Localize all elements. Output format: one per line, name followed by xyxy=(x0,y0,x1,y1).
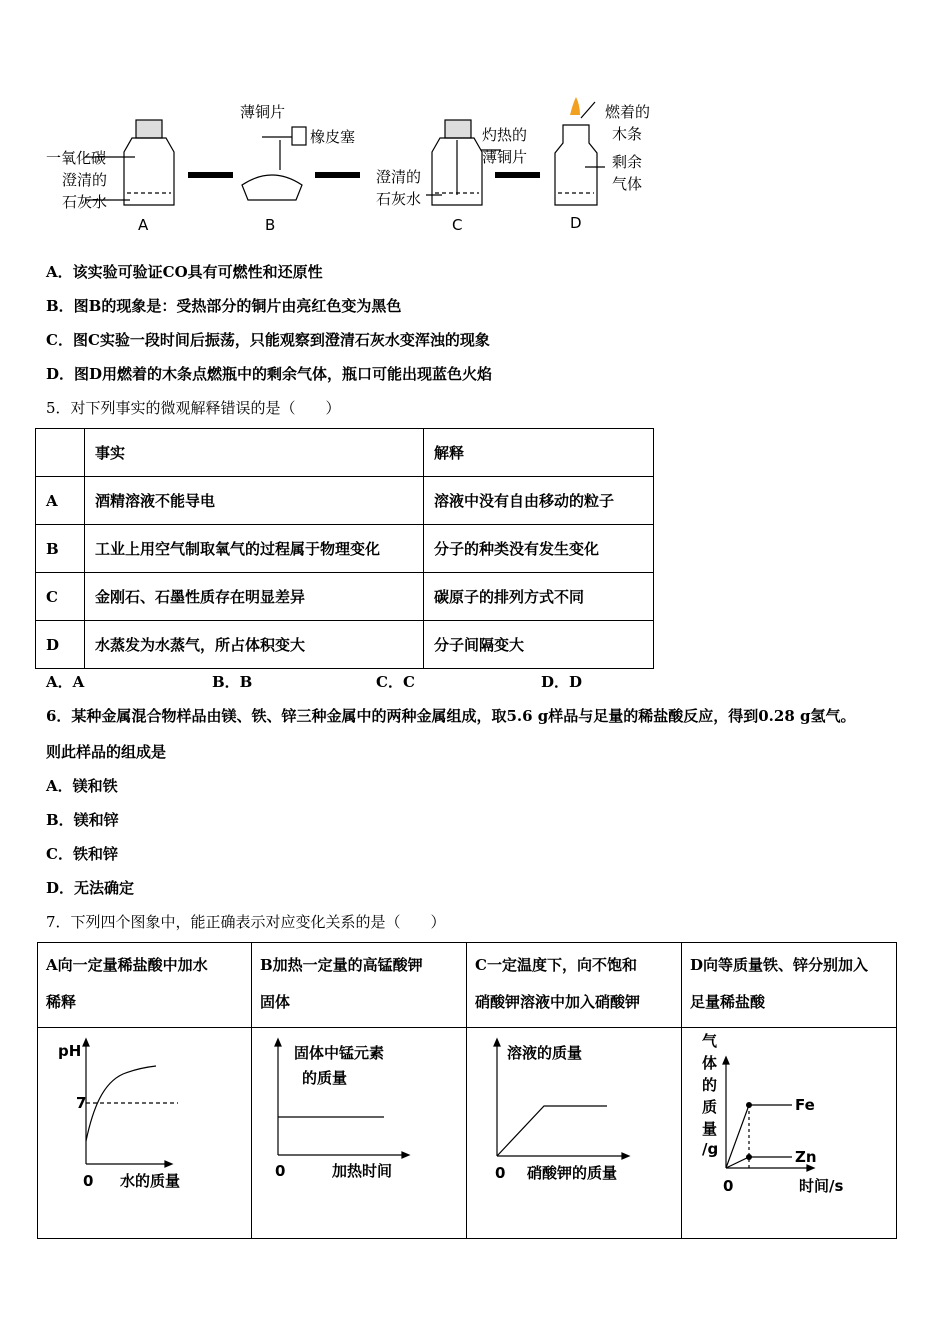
q5-answer-a: A．A xyxy=(46,673,85,691)
header-c xyxy=(467,943,682,1028)
q5-answer-c: C．C xyxy=(376,673,415,691)
axis-label-gas-mass: 量 xyxy=(702,1120,718,1138)
header-fact: 事实 xyxy=(85,429,424,477)
label-d: D xyxy=(570,214,582,232)
header-b-line2: 固体 xyxy=(260,993,291,1011)
header-d-line2: 足量稀盐酸 xyxy=(690,993,766,1011)
q5-answer-d: D．D xyxy=(541,673,583,691)
q7-table xyxy=(37,942,897,1239)
cell: 酒精溶液不能导电 xyxy=(85,477,424,525)
series-label-fe: Fe xyxy=(795,1096,815,1114)
label-burning-stick2: 木条 xyxy=(612,125,643,143)
axis-label-gas-mass: 气 xyxy=(702,1032,718,1050)
cell: 分子的种类没有发生变化 xyxy=(424,525,654,573)
table-row xyxy=(36,477,654,525)
header-explanation: 解释 xyxy=(424,429,654,477)
q6-option-b: B．镁和锌 xyxy=(46,811,119,829)
label-b: B xyxy=(265,216,276,234)
series-label-zn: Zn xyxy=(795,1148,817,1166)
label-co: 一氧化碳 xyxy=(46,149,107,167)
header-a xyxy=(38,943,252,1028)
label-lime-water-a: 澄清的 xyxy=(62,171,108,189)
q6-question-line1: 6．某种金属混合物样品由镁、铁、锌三种金属中的两种金属组成，取5.6 g样品与足量的稀盐酸反应，得到0.28 g氢气。 xyxy=(46,707,856,725)
label-lime-water-a2: 石灰水 xyxy=(62,193,108,211)
axis-label-water-mass: 水的质量 xyxy=(120,1172,181,1190)
graph-b xyxy=(252,1028,466,1224)
cell: 工业上用空气制取氧气的过程属于物理变化 xyxy=(85,525,424,573)
table-row xyxy=(36,525,654,573)
header-d-line1: D向等质量铁、锌分别加入 xyxy=(690,956,869,974)
graph-a-cell xyxy=(38,1028,252,1239)
header-b xyxy=(252,943,467,1028)
label-stopper: 橡皮塞 xyxy=(310,128,356,146)
header-cell xyxy=(36,429,85,477)
graph-row xyxy=(38,1028,897,1239)
axis-label-gas-mass: 的 xyxy=(702,1076,718,1094)
axis-label-time: 时间/s xyxy=(799,1177,844,1195)
header-a-line1: A向一定量稀盐酸中加水 xyxy=(46,956,208,974)
table-row xyxy=(36,621,654,669)
graph-c xyxy=(467,1028,681,1224)
q4-option-b: B．图B的现象是：受热部分的铜片由亮红色变为黑色 xyxy=(46,297,402,315)
label-lime-water-c2: 石灰水 xyxy=(376,190,422,208)
q4-option-c: C．图C实验一段时间后振荡，只能观察到澄清石灰水变浑浊的现象 xyxy=(46,331,490,349)
graph-c-cell xyxy=(467,1028,682,1239)
cell: 金刚石、石墨性质存在明显差异 xyxy=(85,573,424,621)
header-a-line2: 稀释 xyxy=(46,993,77,1011)
origin-label: 0 xyxy=(83,1172,94,1190)
q7-question: 7．下列四个图象中，能正确表示对应变化关系的是（ ） xyxy=(46,913,446,931)
cell: 水蒸发为水蒸气，所占体积变大 xyxy=(85,621,424,669)
axis-label-heating-time: 加热时间 xyxy=(332,1162,393,1180)
origin-label: 0 xyxy=(723,1177,734,1195)
origin-label: 0 xyxy=(275,1162,286,1180)
q5-answer-b: B．B xyxy=(212,673,253,691)
q4-option-a: A．该实验可验证CO具有可燃性和还原性 xyxy=(46,263,323,281)
axis-label-ph: pH xyxy=(58,1042,82,1060)
label-hot-copper2: 薄铜片 xyxy=(482,148,528,166)
axis-label-gas-mass: 质 xyxy=(702,1098,718,1116)
tick-7: 7 xyxy=(76,1094,87,1112)
cell: 碳原子的排列方式不同 xyxy=(424,573,654,621)
origin-label: 0 xyxy=(495,1164,506,1182)
q6-option-d: D．无法确定 xyxy=(46,879,135,897)
q4-option-d: D．图D用燃着的木条点燃瓶中的剩余气体，瓶口可能出现蓝色火焰 xyxy=(46,365,493,383)
graph-d xyxy=(682,1028,896,1224)
graph-d-cell xyxy=(682,1028,897,1239)
label-copper-b: 薄铜片 xyxy=(240,103,286,121)
label-remaining-gas: 剩余 xyxy=(612,153,643,171)
label-c: C xyxy=(452,216,463,234)
q6-question-line2: 则此样品的组成是 xyxy=(46,743,167,761)
header-c-line2: 硝酸钾溶液中加入硝酸钾 xyxy=(475,993,641,1011)
axis-label-unit: /g xyxy=(702,1140,719,1158)
experiment-diagram xyxy=(40,95,680,240)
q6-option-a: A．镁和铁 xyxy=(46,777,118,795)
q5-question: 5．对下列事实的微观解释错误的是（ ） xyxy=(46,399,341,417)
q6-option-c: C．铁和锌 xyxy=(46,845,118,863)
cell: A xyxy=(36,477,85,525)
table-header xyxy=(36,429,654,477)
cell: 分子间隔变大 xyxy=(424,621,654,669)
label-lime-water-c: 澄清的 xyxy=(376,168,422,186)
label-a: A xyxy=(138,216,149,234)
axis-label-gas-mass: 体 xyxy=(702,1054,718,1072)
graph-b-cell xyxy=(252,1028,467,1239)
cell: D xyxy=(36,621,85,669)
cell: B xyxy=(36,525,85,573)
label-remaining-gas2: 气体 xyxy=(612,175,643,193)
header-b-line1: B加热一定量的高锰酸钾 xyxy=(260,956,423,974)
graph-a xyxy=(38,1028,251,1224)
axis-label-kno3-mass: 硝酸钾的质量 xyxy=(527,1164,618,1182)
header-d xyxy=(682,943,897,1028)
cell: 溶液中没有自由移动的粒子 xyxy=(424,477,654,525)
header-c-line1: C一定温度下，向不饱和 xyxy=(475,956,637,974)
axis-label-solution-mass: 溶液的质量 xyxy=(507,1044,583,1062)
axis-label-mn-mass2: 的质量 xyxy=(302,1069,348,1087)
q5-table xyxy=(35,428,654,669)
table-row xyxy=(36,573,654,621)
cell: C xyxy=(36,573,85,621)
table-header xyxy=(38,943,897,1028)
label-burning-stick: 燃着的 xyxy=(605,103,651,121)
axis-label-mn-mass: 固体中锰元素 xyxy=(294,1044,385,1062)
label-hot-copper: 灼热的 xyxy=(482,126,528,144)
